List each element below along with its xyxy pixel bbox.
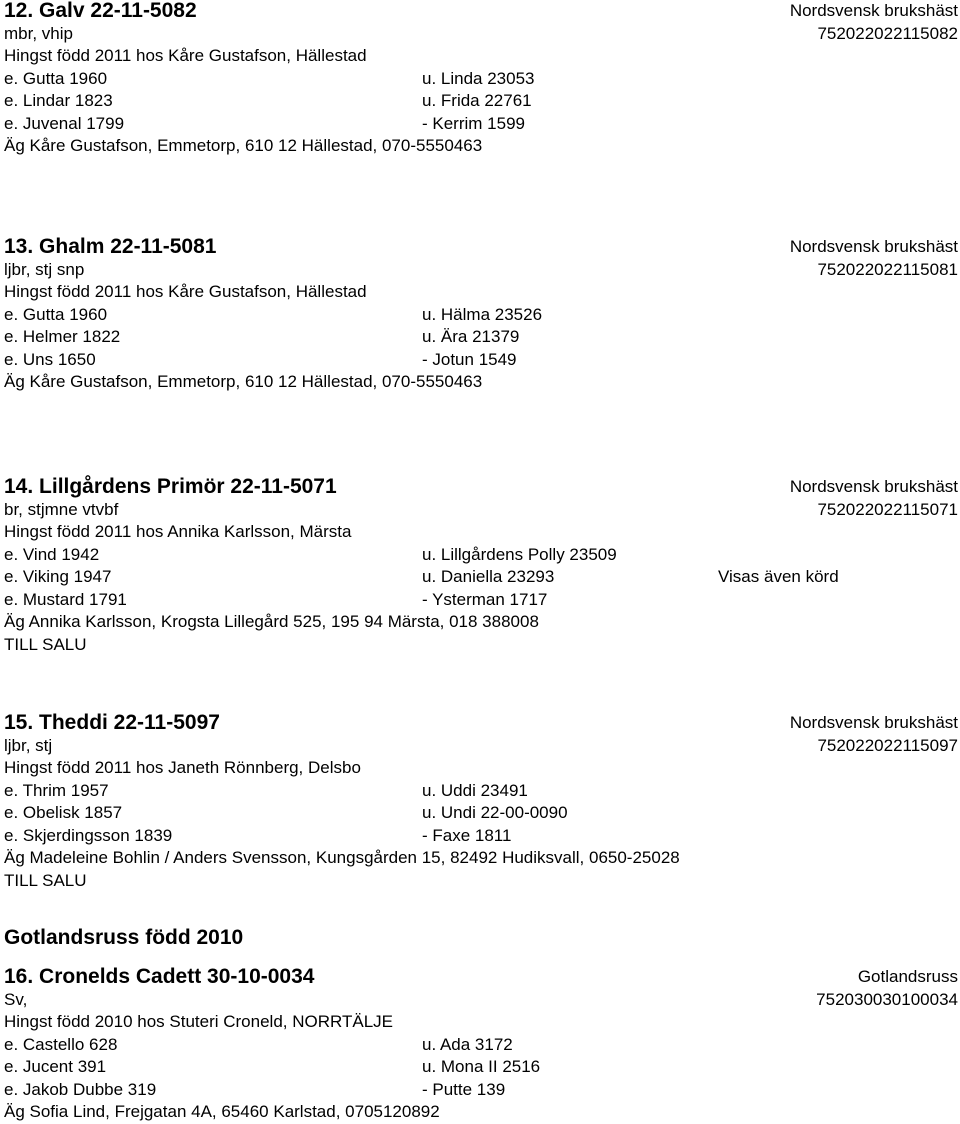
pedigree-row bbox=[4, 326, 958, 349]
birth-text: Hingst född 2011 hos Kåre Gustafson, Hällestad bbox=[4, 46, 367, 65]
dam-line: u. Ada 3172 bbox=[422, 1034, 513, 1054]
pedigree-row bbox=[4, 780, 958, 803]
breed-label: Nordsvensk brukshäst bbox=[789, 1, 958, 20]
entry-header bbox=[4, 236, 958, 259]
pedigree-row bbox=[4, 349, 958, 372]
pedigree-row bbox=[4, 589, 958, 612]
pedigree-row bbox=[4, 566, 958, 589]
horse-entry bbox=[4, 712, 958, 892]
pedigree-row bbox=[4, 1079, 958, 1102]
sire-line: e. Uns 1650 bbox=[4, 349, 96, 369]
birth-info bbox=[4, 521, 958, 544]
sire-line: e. Jakob Dubbe 319 bbox=[4, 1079, 157, 1099]
entry-desc-row bbox=[4, 989, 958, 1012]
registration-number: 752022022115097 bbox=[817, 735, 958, 755]
entry-header bbox=[4, 476, 958, 499]
dam-line: u. Ära 21379 bbox=[422, 327, 520, 346]
dam-line: u. Lillgårdens Polly 23509 bbox=[422, 544, 617, 564]
breed-label: Nordsvensk brukshäst bbox=[789, 237, 958, 256]
color-markings: ljbr, stj bbox=[4, 735, 53, 755]
birth-info bbox=[4, 45, 958, 68]
pedigree-row bbox=[4, 825, 958, 848]
sire-line: e. Skjerdingsson 1839 bbox=[4, 825, 173, 845]
entry-desc-row bbox=[4, 23, 958, 46]
sire-line: e. Viking 1947 bbox=[4, 567, 112, 586]
sire-line: e. Obelisk 1857 bbox=[4, 803, 123, 822]
sire-line: e. Castello 628 bbox=[4, 1034, 118, 1054]
breed-label: Nordsvensk brukshäst bbox=[789, 477, 958, 496]
dam-line: u. Mona II 2516 bbox=[422, 1057, 541, 1076]
color-markings: mbr, vhip bbox=[4, 23, 73, 43]
sire-line: e. Gutta 1960 bbox=[4, 304, 108, 324]
dam-line: - Jotun 1549 bbox=[422, 349, 517, 369]
color-markings: Sv, bbox=[4, 989, 28, 1009]
registration-number: 752022022115082 bbox=[817, 23, 958, 43]
for-sale-label bbox=[4, 870, 958, 893]
for-sale-text: TILL SALU bbox=[4, 634, 87, 654]
owner-info bbox=[4, 135, 958, 158]
registration-number: 752022022115081 bbox=[817, 259, 958, 279]
dam-line: - Ysterman 1717 bbox=[422, 589, 548, 609]
dam-line: u. Daniella 23293 bbox=[422, 567, 555, 586]
dam-line: u. Frida 22761 bbox=[422, 91, 532, 110]
birth-text: Hingst född 2011 hos Janeth Rönnberg, Delsbo bbox=[4, 758, 361, 777]
owner-info bbox=[4, 847, 958, 870]
color-markings: br, stjmne vtvbf bbox=[4, 499, 119, 519]
pedigree-row bbox=[4, 113, 958, 136]
owner-info bbox=[4, 1101, 958, 1124]
color-markings: ljbr, stj snp bbox=[4, 259, 85, 279]
breed-label: Nordsvensk brukshäst bbox=[789, 713, 958, 732]
horse-entry bbox=[4, 236, 958, 394]
owner-info bbox=[4, 611, 958, 634]
pedigree-row bbox=[4, 544, 958, 567]
section-heading: Gotlandsruss född 2010 bbox=[4, 926, 244, 949]
horse-entry bbox=[4, 966, 958, 1124]
for-sale-label bbox=[4, 634, 958, 657]
sire-line: e. Mustard 1791 bbox=[4, 589, 127, 609]
horse-title: 15. Theddi 22-11-5097 bbox=[4, 711, 220, 734]
for-sale-text: TILL SALU bbox=[4, 870, 87, 890]
birth-info bbox=[4, 757, 958, 780]
horse-title: 13. Ghalm 22-11-5081 bbox=[4, 235, 217, 258]
sire-line: e. Vind 1942 bbox=[4, 544, 100, 564]
entry-header bbox=[4, 0, 958, 23]
registration-number: 752022022115071 bbox=[817, 499, 958, 519]
birth-text: Hingst född 2011 hos Kåre Gustafson, Hällestad bbox=[4, 282, 367, 301]
birth-text: Hingst född 2011 hos Annika Karlsson, Märsta bbox=[4, 522, 352, 541]
horse-entry bbox=[4, 476, 958, 656]
owner-text: Äg Annika Karlsson, Krogsta Lillegård 525, 195 94 Märsta, 018 388008 bbox=[4, 612, 539, 631]
sire-line: e. Jucent 391 bbox=[4, 1057, 107, 1076]
sire-line: e. Gutta 1960 bbox=[4, 68, 108, 88]
birth-info bbox=[4, 1011, 958, 1034]
pedigree-row bbox=[4, 68, 958, 91]
birth-text: Hingst född 2010 hos Stuteri Croneld, NORRTÄLJE bbox=[4, 1012, 393, 1031]
pedigree-row bbox=[4, 1056, 958, 1079]
sire-line: e. Helmer 1822 bbox=[4, 327, 121, 346]
dam-line: - Putte 139 bbox=[422, 1079, 506, 1099]
owner-text: Äg Kåre Gustafson, Emmetorp, 610 12 Hällestad, 070-5550463 bbox=[4, 136, 483, 155]
pedigree-row bbox=[4, 304, 958, 327]
horse-title: 12. Galv 22-11-5082 bbox=[4, 0, 197, 22]
horse-title: 14. Lillgårdens Primör 22-11-5071 bbox=[4, 475, 337, 498]
birth-info bbox=[4, 281, 958, 304]
owner-info bbox=[4, 371, 958, 394]
breed-label: Gotlandsruss bbox=[857, 967, 958, 986]
entry-header bbox=[4, 712, 958, 735]
entry-desc-row bbox=[4, 499, 958, 522]
entry-desc-row bbox=[4, 735, 958, 758]
sire-line: e. Juvenal 1799 bbox=[4, 113, 125, 133]
pedigree-row bbox=[4, 1034, 958, 1057]
dam-line: - Faxe 1811 bbox=[422, 825, 512, 845]
dam-line: u. Linda 23053 bbox=[422, 68, 535, 88]
pedigree-row bbox=[4, 802, 958, 825]
horse-entry bbox=[4, 0, 958, 158]
pedigree-row bbox=[4, 90, 958, 113]
dam-line: - Kerrim 1599 bbox=[422, 113, 525, 133]
dam-line: u. Hälma 23526 bbox=[422, 304, 543, 324]
dam-line: u. Undi 22-00-0090 bbox=[422, 803, 568, 822]
sire-line: e. Thrim 1957 bbox=[4, 780, 109, 800]
sire-line: e. Lindar 1823 bbox=[4, 91, 113, 110]
driven-note: Visas även körd bbox=[718, 567, 839, 586]
entry-desc-row bbox=[4, 259, 958, 282]
entry-header bbox=[4, 966, 958, 989]
owner-text: Äg Kåre Gustafson, Emmetorp, 610 12 Hällestad, 070-5550463 bbox=[4, 372, 483, 391]
registration-number: 752030030100034 bbox=[816, 989, 958, 1009]
owner-text: Äg Madeleine Bohlin / Anders Svensson, Kungsgården 15, 82492 Hudiksvall, 0650-25028 bbox=[4, 848, 680, 867]
dam-line: u. Uddi 23491 bbox=[422, 780, 528, 800]
owner-text: Äg Sofia Lind, Frejgatan 4A, 65460 Karlstad, 0705120892 bbox=[4, 1102, 440, 1121]
horse-title: 16. Cronelds Cadett 30-10-0034 bbox=[4, 965, 315, 988]
